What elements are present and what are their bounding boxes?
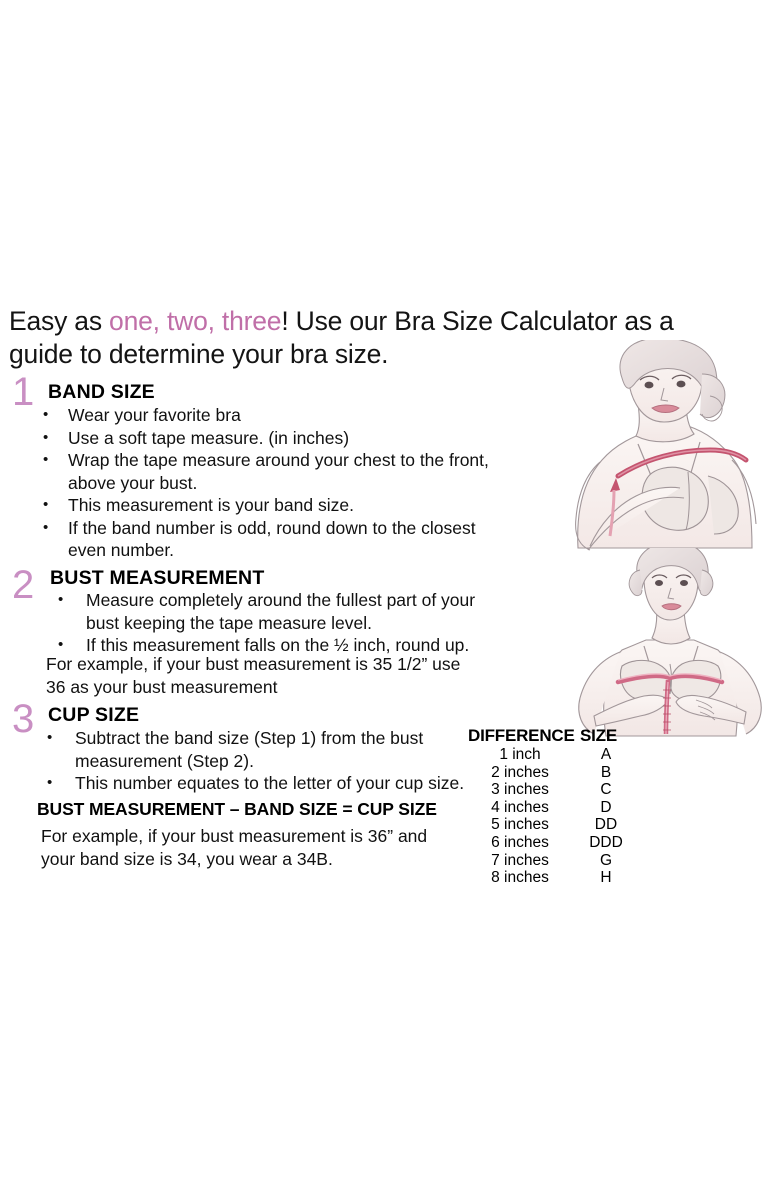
step-3-example-note: For example, if your bust measurement is 36” and your band size is 34, you wear a 34B. [41, 826, 428, 869]
list-item [47, 772, 467, 795]
cell-difference: 4 inches [491, 798, 549, 816]
bullet-text: This measurement is your band size. [68, 495, 354, 515]
table-row [468, 869, 640, 887]
cell-size: C [600, 781, 612, 799]
bullet-icon: • [43, 518, 49, 536]
step-1-number: 1 [12, 370, 35, 414]
woman-measuring-bust-illustration [560, 548, 780, 738]
cell-size: H [600, 869, 612, 887]
cell-difference: 8 inches [491, 869, 549, 887]
table-row [468, 834, 640, 852]
cell-difference: 2 inches [491, 763, 549, 781]
bullet-icon: • [43, 451, 49, 468]
step-2-title: BUST MEASUREMENT [50, 567, 265, 589]
list-item [43, 404, 513, 427]
bullet-text: Measure completely around the fullest part of your bust keeping the tape measure level. [86, 590, 476, 633]
step-1-title: BAND SIZE [48, 381, 155, 403]
step-3-bullet-list [47, 727, 467, 795]
cell-size: B [600, 763, 612, 781]
bullet-text: Subtract the band size (Step 1) from the bust measurement (Step 2). [75, 728, 424, 771]
list-item [43, 494, 513, 517]
cell-size: D [600, 798, 612, 816]
cell-difference: 6 inches [491, 833, 549, 851]
cup-size-formula: BUST MEASUREMENT – BAND SIZE = CUP SIZE [37, 799, 437, 819]
intro-rest: ! Use our Bra Size Calculator as a guide to determine your bra size. [9, 306, 674, 369]
bullet-icon: • [43, 406, 49, 423]
bullet-icon: • [58, 636, 64, 653]
woman-measuring-band-illustration [560, 340, 780, 558]
page-title [9, 305, 699, 371]
column-header-difference: DIFFERENCE [468, 726, 575, 745]
step-2-bullet-list [58, 589, 498, 657]
cell-size: A [600, 746, 612, 763]
cell-size: DD [594, 816, 618, 834]
intro-highlight: one, two, three [109, 306, 282, 336]
step-1-bullet-list [43, 404, 513, 562]
step-3-number: 3 [12, 697, 35, 741]
bullet-icon: • [43, 496, 49, 513]
list-item [47, 727, 467, 772]
table-row [468, 746, 640, 764]
step-2-example-note: For example, if your bust measurement is 35 1/2” use 36 as your bust measurement [46, 654, 461, 697]
bullet-icon: • [58, 591, 64, 608]
bullet-text: If this measurement falls on the ½ inch, round up. [86, 635, 470, 655]
list-item [43, 517, 513, 562]
list-item [43, 449, 513, 494]
cell-difference: 7 inches [491, 851, 549, 869]
table-row [468, 816, 640, 834]
list-item [58, 589, 498, 634]
cell-difference: 5 inches [491, 816, 549, 834]
bullet-icon: • [47, 774, 53, 791]
bullet-text: Wear your favorite bra [68, 405, 241, 425]
column-header-size: SIZE [580, 726, 617, 745]
bullet-text: If the band number is odd, round down to the closest even number. [68, 517, 476, 560]
table-row [468, 852, 640, 870]
bullet-text: Wrap the tape measure around your chest to the front, above your bust. [68, 450, 489, 493]
cell-difference: 3 inches [491, 781, 549, 799]
table-row [468, 781, 640, 799]
list-item [43, 427, 513, 450]
difference-size-table [468, 726, 640, 887]
step-3-title: CUP SIZE [48, 704, 140, 726]
bullet-text: This number equates to the letter of your cup size. [75, 773, 465, 793]
table-header-row [468, 726, 640, 746]
bullet-icon: • [43, 428, 49, 446]
cell-size: G [599, 851, 613, 869]
table-row [468, 799, 640, 817]
cell-size: DDD [589, 833, 623, 851]
bullet-icon: • [47, 729, 53, 746]
table-row [468, 764, 640, 782]
bullet-text: Use a soft tape measure. (in inches) [68, 427, 350, 448]
intro-lead: Easy as [9, 306, 110, 336]
cell-difference: 1 inch [499, 746, 541, 763]
step-2-number: 2 [12, 563, 35, 607]
